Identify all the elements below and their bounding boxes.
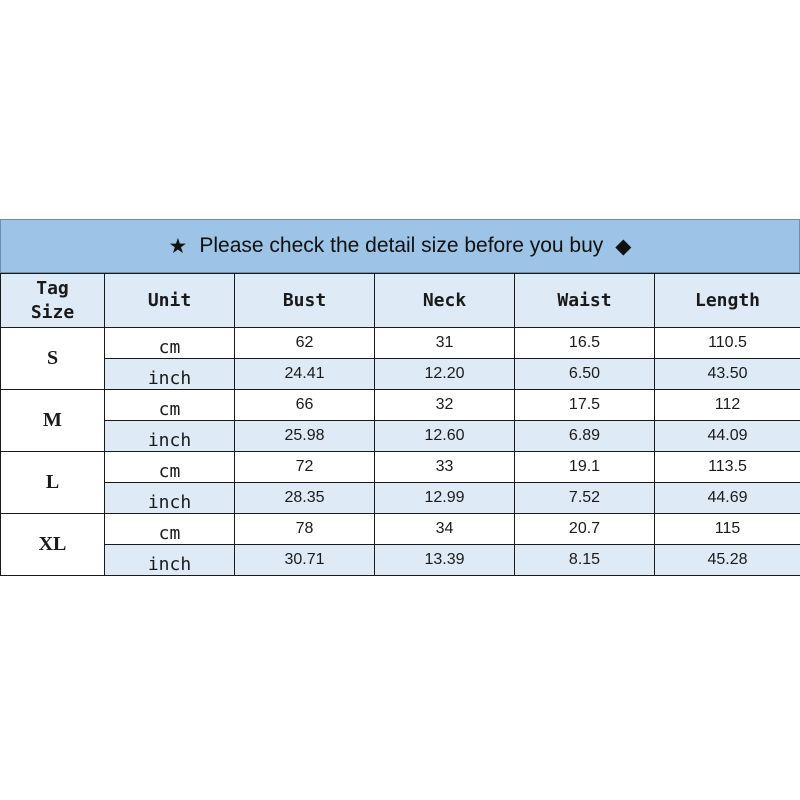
size-tag-m: M — [1, 390, 105, 452]
waist-cell: 6.50 — [515, 359, 655, 390]
unit-cell: cm — [105, 328, 235, 359]
bust-cell: 25.98 — [235, 421, 375, 452]
length-cell: 113.5 — [655, 452, 800, 483]
table-row — [1, 359, 800, 390]
neck-cell: 31 — [375, 328, 515, 359]
bust-cell: 24.41 — [235, 359, 375, 390]
table-row — [1, 452, 800, 483]
length-cell: 43.50 — [655, 359, 800, 390]
unit-cell: inch — [105, 483, 235, 514]
col-header-length: Length — [655, 274, 800, 328]
unit-cell: inch — [105, 359, 235, 390]
bust-cell: 62 — [235, 328, 375, 359]
col-header-neck: Neck — [375, 274, 515, 328]
unit-cell: inch — [105, 421, 235, 452]
waist-cell: 7.52 — [515, 483, 655, 514]
neck-cell: 12.60 — [375, 421, 515, 452]
waist-cell: 19.1 — [515, 452, 655, 483]
length-cell: 110.5 — [655, 328, 800, 359]
col-header-bust: Bust — [235, 274, 375, 328]
notice-text: Please check the detail size before you buy — [199, 234, 604, 257]
size-tag-xl: XL — [1, 514, 105, 576]
neck-cell: 13.39 — [375, 545, 515, 576]
neck-cell: 34 — [375, 514, 515, 545]
neck-cell: 12.20 — [375, 359, 515, 390]
size-tag-s: S — [1, 328, 105, 390]
table-row — [1, 514, 800, 545]
header-row — [1, 274, 800, 328]
tag-label: Tag — [36, 277, 69, 299]
waist-cell: 6.89 — [515, 421, 655, 452]
length-cell: 45.28 — [655, 545, 800, 576]
length-cell: 115 — [655, 514, 800, 545]
size-table — [0, 273, 800, 576]
table-row — [1, 483, 800, 514]
col-header-waist: Waist — [515, 274, 655, 328]
notice-banner — [0, 219, 800, 273]
bust-cell: 72 — [235, 452, 375, 483]
length-cell: 44.09 — [655, 421, 800, 452]
col-header-unit: Unit — [105, 274, 235, 328]
col-header-tag-size — [1, 274, 105, 328]
star-icon: ★ — [168, 234, 188, 258]
waist-cell: 16.5 — [515, 328, 655, 359]
size-label: Size — [30, 301, 75, 323]
table-row — [1, 421, 800, 452]
unit-cell: inch — [105, 545, 235, 576]
neck-cell: 32 — [375, 390, 515, 421]
length-cell: 44.69 — [655, 483, 800, 514]
bust-cell: 66 — [235, 390, 375, 421]
neck-cell: 12.99 — [375, 483, 515, 514]
bust-cell: 28.35 — [235, 483, 375, 514]
neck-cell: 33 — [375, 452, 515, 483]
unit-cell: cm — [105, 390, 235, 421]
bust-cell: 30.71 — [235, 545, 375, 576]
length-cell: 112 — [655, 390, 800, 421]
table-row — [1, 390, 800, 421]
waist-cell: 8.15 — [515, 545, 655, 576]
diamond-icon: ◆ — [615, 234, 632, 258]
waist-cell: 17.5 — [515, 390, 655, 421]
bust-cell: 78 — [235, 514, 375, 545]
unit-cell: cm — [105, 514, 235, 545]
waist-cell: 20.7 — [515, 514, 655, 545]
size-chart — [0, 219, 800, 580]
table-row — [1, 545, 800, 576]
unit-cell: cm — [105, 452, 235, 483]
size-tag-l: L — [1, 452, 105, 514]
table-row — [1, 328, 800, 359]
